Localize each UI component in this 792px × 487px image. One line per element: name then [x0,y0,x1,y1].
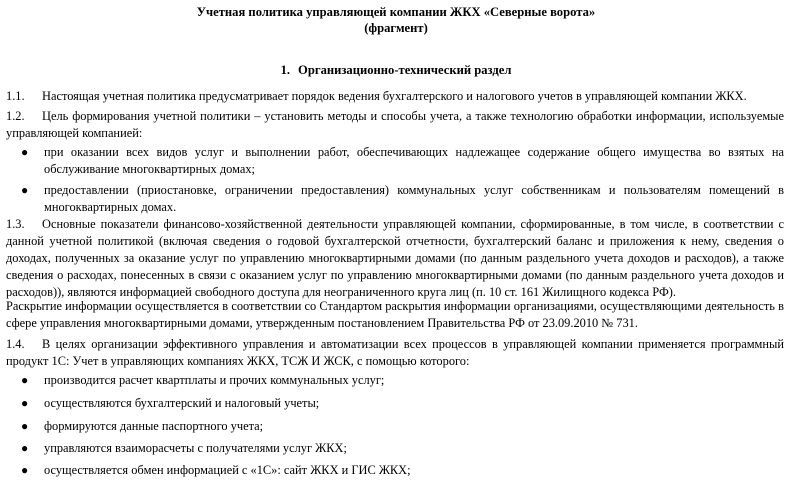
bullet-icon: ● [21,373,29,387]
paragraph-1-1 [6,88,784,105]
list-item-text: предоставлении (приостановке, ограничении предоставления) коммунальных услуг собственникам и пользователям помещений в многоквартирных домах. [44,183,784,214]
bullet-icon: ● [21,463,29,477]
list-item-text: осуществляются бухгалтерский и налоговый учеты; [44,396,320,410]
list-item [21,372,784,389]
list-item [21,144,784,178]
list-item [21,462,784,479]
bullet-icon: ● [21,419,29,433]
paragraph-number: 1.1. [6,89,25,103]
paragraph-text: Цель формирования учетной политики – установить методы и способы учета, а также технологию обработки информации, используемые управляющей компанией: [6,109,784,140]
bullet-icon: ● [21,145,29,159]
list-item-text: формируются данные паспортного учета; [44,419,264,433]
document-title: Учетная политика управляющей компании ЖКХ «Северные ворота» [196,5,596,19]
bullet-icon: ● [21,183,29,197]
list-item [21,395,784,412]
paragraph-text: В целях организации эффективного управления и автоматизации всех процессов в управляющей компании применяется программный продукт 1С: Учет в управляющих компаниях ЖКХ, ТСЖ И ЖСК, с помощью которого: [6,337,784,368]
paragraph-1-3 [6,216,784,301]
bullet-icon: ● [21,441,29,455]
bullet-icon: ● [21,396,29,410]
paragraph-number: 1.3. [6,217,25,231]
section-number: 1. [280,63,291,77]
list-item-text: при оказании всех видов услуг и выполнении работ, обеспечивающих надлежащее содержание общего имущества во взятых на обслуживание многоквартирных домах; [44,145,784,176]
list-item-text: управляются взаиморасчеты с получателями услуг ЖКХ; [44,441,347,455]
list-item [21,440,784,457]
paragraph-1-2 [6,108,784,142]
list-item [21,182,784,216]
section-heading [0,62,792,79]
section-title: Организационно-технический раздел [298,63,512,77]
paragraph-number: 1.4. [6,337,25,351]
paragraph-number: 1.2. [6,109,25,123]
paragraph-text: Основные показатели финансово-хозяйственной деятельности управляющей компании, сформированные, в том числе, в соответствии с данной учетной политикой (включая сведения о годовой бухгалтерской отчетности, бухгалтерский баланс и приложения к нему, сведения о доходах, полученных за оказание услуг по управлению многоквартирными домами (по данным раздельного учета доходов и расходов), а также сведения о расходах, понесенных в связи с оказанием услуг по управлению многоквартирными домами (по данным раздельного учета доходов и расходов)), являются информацией свободного доступа для неограниченного круга лиц (п. 10 ст. 161 Жилищного кодекса РФ). [6,217,784,299]
paragraph-text: Настоящая учетная политика предусматривает порядок ведения бухгалтерского и налогового учетов в управляющей компании ЖКХ. [42,89,747,103]
paragraph-disclosure: Раскрытие информации осуществляется в соответствии со Стандартом раскрытия информации организациями, осуществляющими деятельность в сфере управления многоквартирными домами, утвержденным постановлением Правительства РФ от 23.09.2010 № 731. [6,299,784,330]
paragraph-1-4 [6,336,784,370]
list-item [21,418,784,435]
list-item-text: производится расчет квартплаты и прочих коммунальных услуг; [44,373,385,387]
document-subtitle: (фрагмент) [364,21,428,35]
list-item-text: осуществляется обмен информацией с «1С»: сайт ЖКХ и ГИС ЖКХ; [44,463,411,477]
